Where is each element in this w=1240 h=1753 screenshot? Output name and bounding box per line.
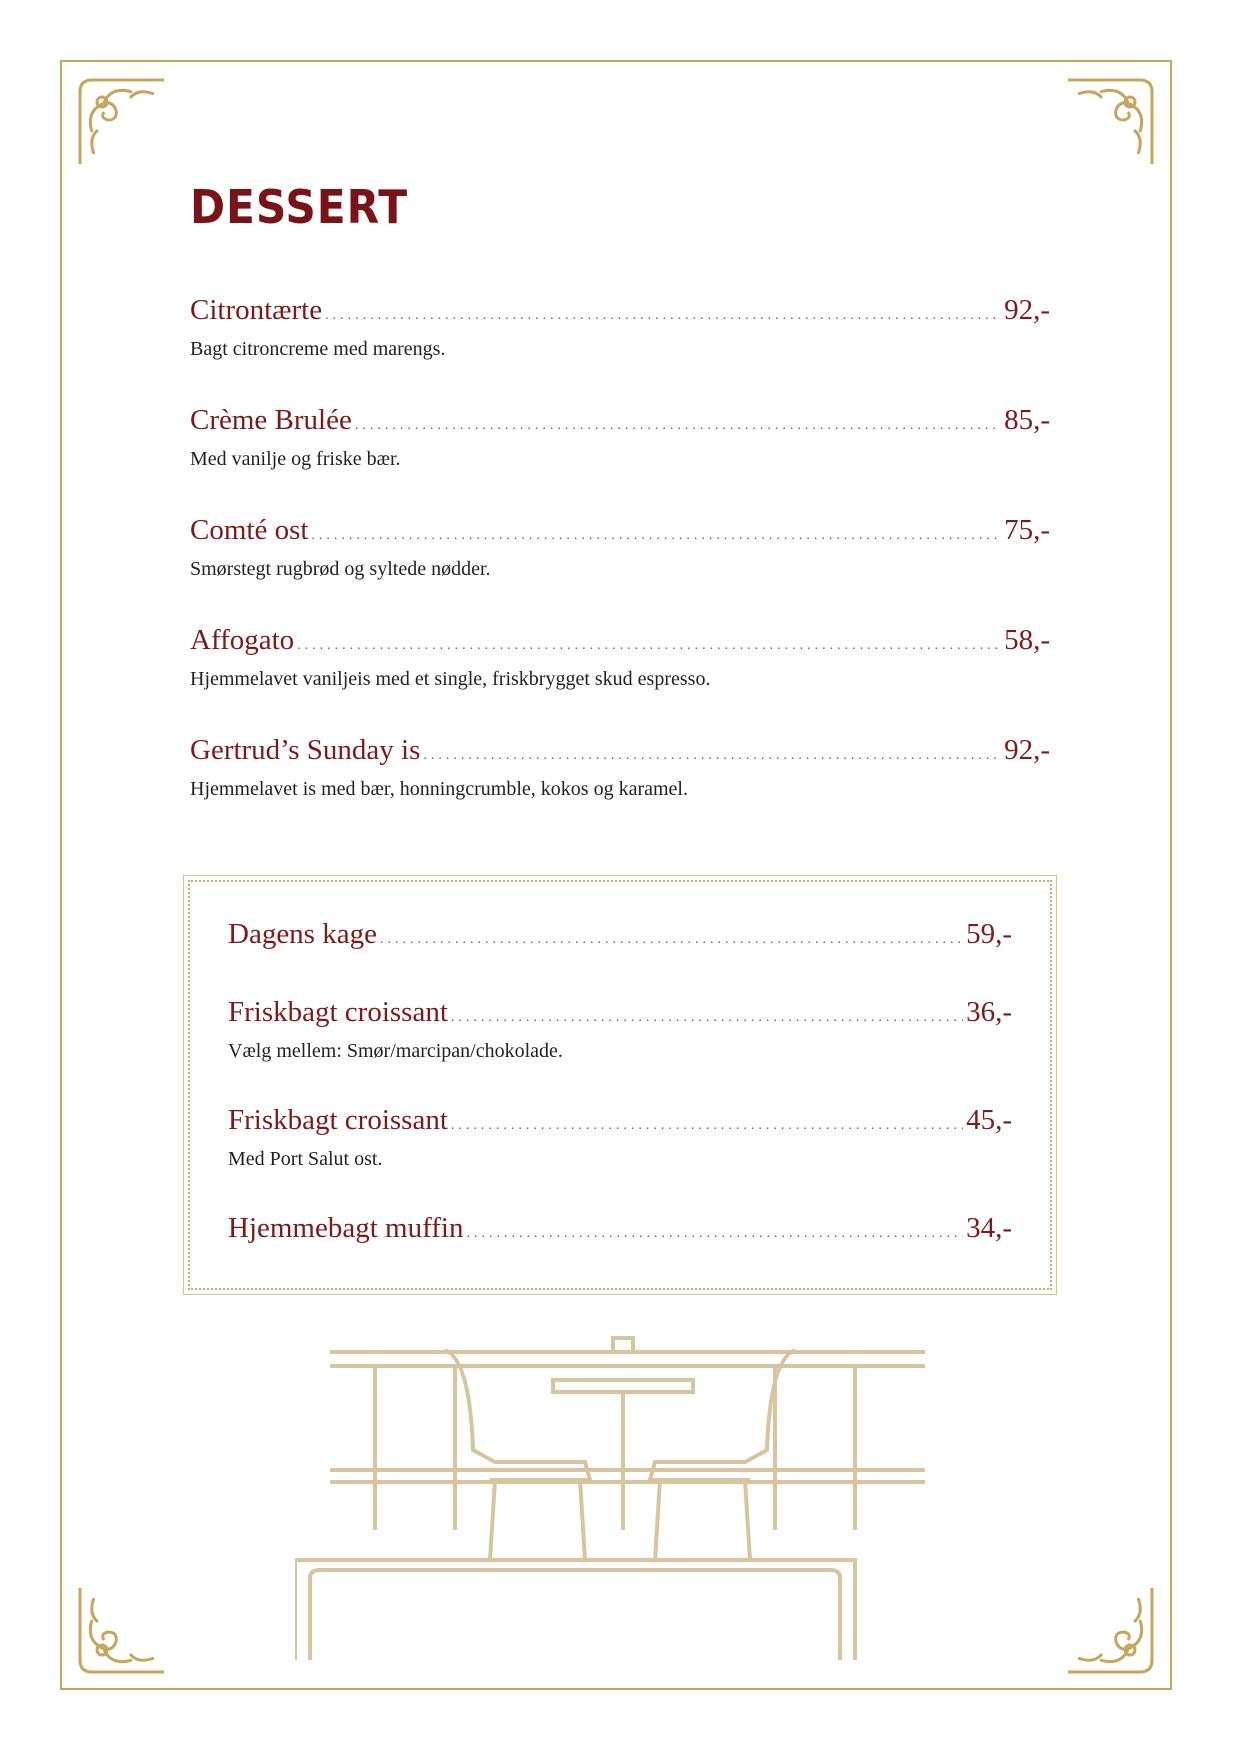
ornament-corner-icon — [1060, 72, 1160, 172]
menu-item — [190, 402, 1050, 512]
bakery-box — [188, 880, 1052, 1290]
item-description: Vælg mellem: Smør/marcipan/chokolade. — [228, 1040, 563, 1062]
ornament-corner-icon — [72, 72, 172, 172]
item-price: 92,- — [1004, 294, 1050, 326]
item-name: Gertrud’s Sunday is — [190, 734, 421, 766]
item-price: 92,- — [1004, 734, 1050, 766]
item-price: 75,- — [1004, 514, 1050, 546]
item-price: 34,- — [966, 1212, 1012, 1244]
bakery-item — [228, 1102, 1012, 1210]
item-description: Hjemmelavet is med bær, honningcrumble, kokos og karamel. — [190, 778, 688, 800]
dot-leader — [451, 1000, 963, 1036]
item-description: Med Port Salut ost. — [228, 1148, 383, 1170]
item-name: Dagens kage — [228, 918, 377, 950]
bakery-item — [228, 916, 1012, 994]
menu-item — [190, 622, 1050, 732]
ornament-corner-icon — [1060, 1580, 1160, 1680]
item-name: Hjemmebagt muffin — [228, 1212, 464, 1244]
page-title: DESSERT — [190, 180, 409, 234]
dot-leader — [380, 922, 963, 958]
item-description: Smørstegt rugbrød og syltede nødder. — [190, 558, 491, 580]
dot-leader — [466, 1216, 963, 1252]
item-price: 85,- — [1004, 404, 1050, 436]
item-name: Crème Brulée — [190, 404, 352, 436]
dot-leader — [297, 628, 1001, 664]
item-description: Bagt citroncreme med marengs. — [190, 338, 446, 360]
dot-leader — [451, 1108, 963, 1144]
menu-item — [190, 292, 1050, 402]
item-name: Friskbagt croissant — [228, 996, 448, 1028]
dessert-menu-list — [190, 292, 1050, 842]
menu-item — [190, 512, 1050, 622]
item-name: Citrontærte — [190, 294, 323, 326]
dot-leader — [325, 298, 1001, 334]
ornament-corner-icon — [72, 1580, 172, 1680]
bakery-item — [228, 1210, 1012, 1318]
bakery-item — [228, 994, 1012, 1102]
menu-item — [190, 732, 1050, 842]
item-description: Hjemmelavet vaniljeis med et single, friskbrygget skud espresso. — [190, 668, 711, 690]
cafe-table-chairs-illustration — [295, 1330, 945, 1670]
item-name: Affogato — [190, 624, 295, 656]
dot-leader — [355, 408, 1001, 444]
item-price: 36,- — [966, 996, 1012, 1028]
dot-leader — [311, 518, 1001, 554]
dot-leader — [423, 738, 1001, 774]
item-price: 59,- — [966, 918, 1012, 950]
item-description: Med vanilje og friske bær. — [190, 448, 401, 470]
item-name: Comté ost — [190, 514, 309, 546]
item-name: Friskbagt croissant — [228, 1104, 448, 1136]
item-price: 45,- — [966, 1104, 1012, 1136]
item-price: 58,- — [1004, 624, 1050, 656]
